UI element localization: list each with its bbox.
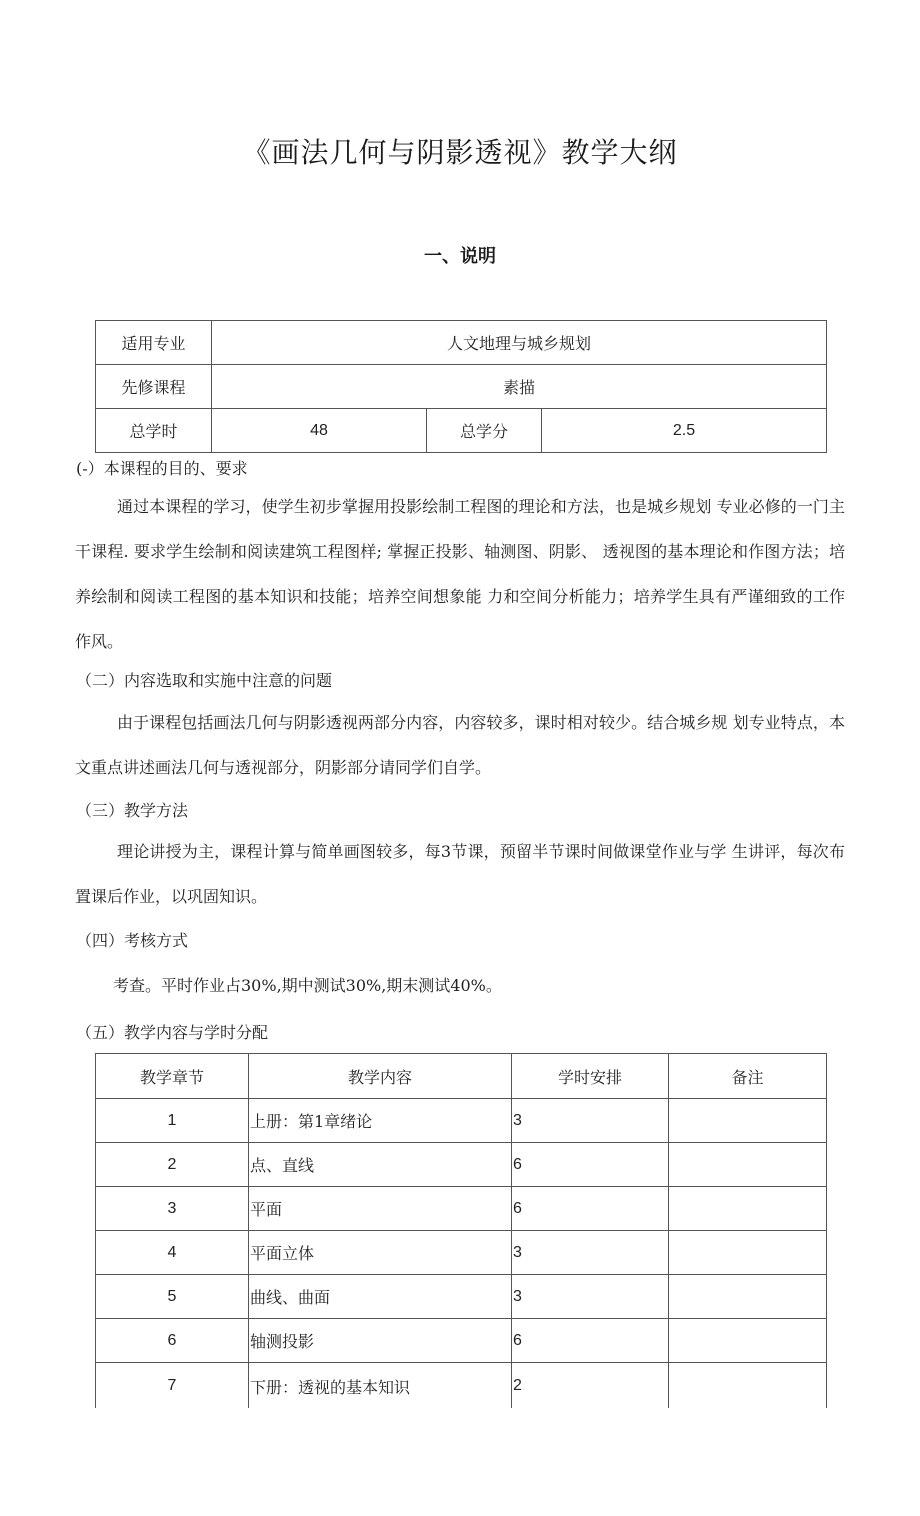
header-note: 备注 — [669, 1054, 827, 1099]
section-5-heading: （五）教学内容与学时分配 — [76, 1023, 269, 1042]
page-bottom-margin — [0, 1408, 920, 1516]
header-hours: 学时安排 — [512, 1054, 669, 1099]
row-chapter: 3 — [96, 1187, 249, 1231]
total-hours-label: 总学时 — [96, 409, 212, 453]
row-hours: 3 — [512, 1275, 669, 1319]
row-content: 平面 — [249, 1187, 512, 1231]
row-hours: 6 — [512, 1187, 669, 1231]
section-2-heading: （二）内容选取和实施中注意的问题 — [76, 671, 333, 690]
total-credits-value: 2.5 — [542, 409, 827, 453]
table-row — [96, 1275, 827, 1319]
info-row-prereq — [96, 365, 827, 409]
section-4-text: 考查。平时作业占30%,期中测试30%,期末测试40%。 — [113, 976, 502, 995]
info-row-major — [96, 321, 827, 365]
row-content: 点、直线 — [249, 1143, 512, 1187]
row-chapter: 1 — [96, 1099, 249, 1143]
schedule-header-row — [96, 1054, 827, 1099]
header-content: 教学内容 — [249, 1054, 512, 1099]
section-3-heading: （三）教学方法 — [76, 801, 189, 820]
row-chapter: 7 — [96, 1363, 249, 1410]
row-note — [669, 1319, 827, 1363]
row-hours: 3 — [512, 1231, 669, 1275]
table-row — [96, 1099, 827, 1143]
total-hours-value: 48 — [212, 409, 427, 453]
row-note — [669, 1187, 827, 1231]
course-info-table — [95, 320, 827, 453]
section-1-heading: (-）本课程的目的、要求 — [76, 459, 248, 478]
row-content: 下册：透视的基本知识 — [249, 1363, 512, 1410]
major-label: 适用专业 — [96, 321, 212, 365]
table-row — [96, 1187, 827, 1231]
row-content: 平面立体 — [249, 1231, 512, 1275]
table-row — [96, 1143, 827, 1187]
section-4-heading: （四）考核方式 — [76, 931, 189, 950]
row-chapter: 4 — [96, 1231, 249, 1275]
prereq-label: 先修课程 — [96, 365, 212, 409]
row-chapter: 5 — [96, 1275, 249, 1319]
row-chapter: 2 — [96, 1143, 249, 1187]
row-hours: 3 — [512, 1099, 669, 1143]
row-note — [669, 1363, 827, 1410]
prereq-value: 素描 — [212, 365, 827, 409]
row-content: 曲线、曲面 — [249, 1275, 512, 1319]
row-hours: 2 — [512, 1363, 669, 1410]
row-content: 上册：第1章绪论 — [249, 1099, 512, 1143]
section-3-text: 理论讲授为主，课程计算与简单画图较多，每3节课，预留半节课时间做课堂作业与学 生讲评，每次布置课后作业，以巩固知识。 — [75, 842, 845, 906]
section-heading: 一、说明 — [424, 246, 496, 267]
row-hours: 6 — [512, 1319, 669, 1363]
schedule-table — [95, 1053, 827, 1410]
row-note — [669, 1099, 827, 1143]
total-credits-label: 总学分 — [427, 409, 542, 453]
table-row — [96, 1231, 827, 1275]
header-chapter: 教学章节 — [96, 1054, 249, 1099]
major-value: 人文地理与城乡规划 — [212, 321, 827, 365]
row-note — [669, 1275, 827, 1319]
row-note — [669, 1231, 827, 1275]
section-1-text: 通过本课程的学习，使学生初步掌握用投影绘制工程图的理论和方法，也是城乡规划 专业必修的一门主干课程. 要求学生绘制和阅读建筑工程图样; 掌握正投影、轴测图、阴影、 透视图的基本理论和作图方法；培养绘制和阅读工程图的基本知识和技能；培养空间想象能 力和空间分析能力；培养学生具有严谨细致的工作作风。 — [75, 497, 845, 651]
table-row — [96, 1363, 827, 1410]
section-2-text: 由于课程包括画法几何与阴影透视两部分内容，内容较多，课时相对较少。结合城乡规 划专业特点，本文重点讲述画法几何与透视部分，阴影部分请同学们自学。 — [75, 713, 845, 777]
table-row — [96, 1319, 827, 1363]
row-hours: 6 — [512, 1143, 669, 1187]
info-row-hours — [96, 409, 827, 453]
row-chapter: 6 — [96, 1319, 249, 1363]
document-title: 《画法几何与阴影透视》教学大纲 — [242, 136, 678, 169]
row-note — [669, 1143, 827, 1187]
row-content: 轴测投影 — [249, 1319, 512, 1363]
